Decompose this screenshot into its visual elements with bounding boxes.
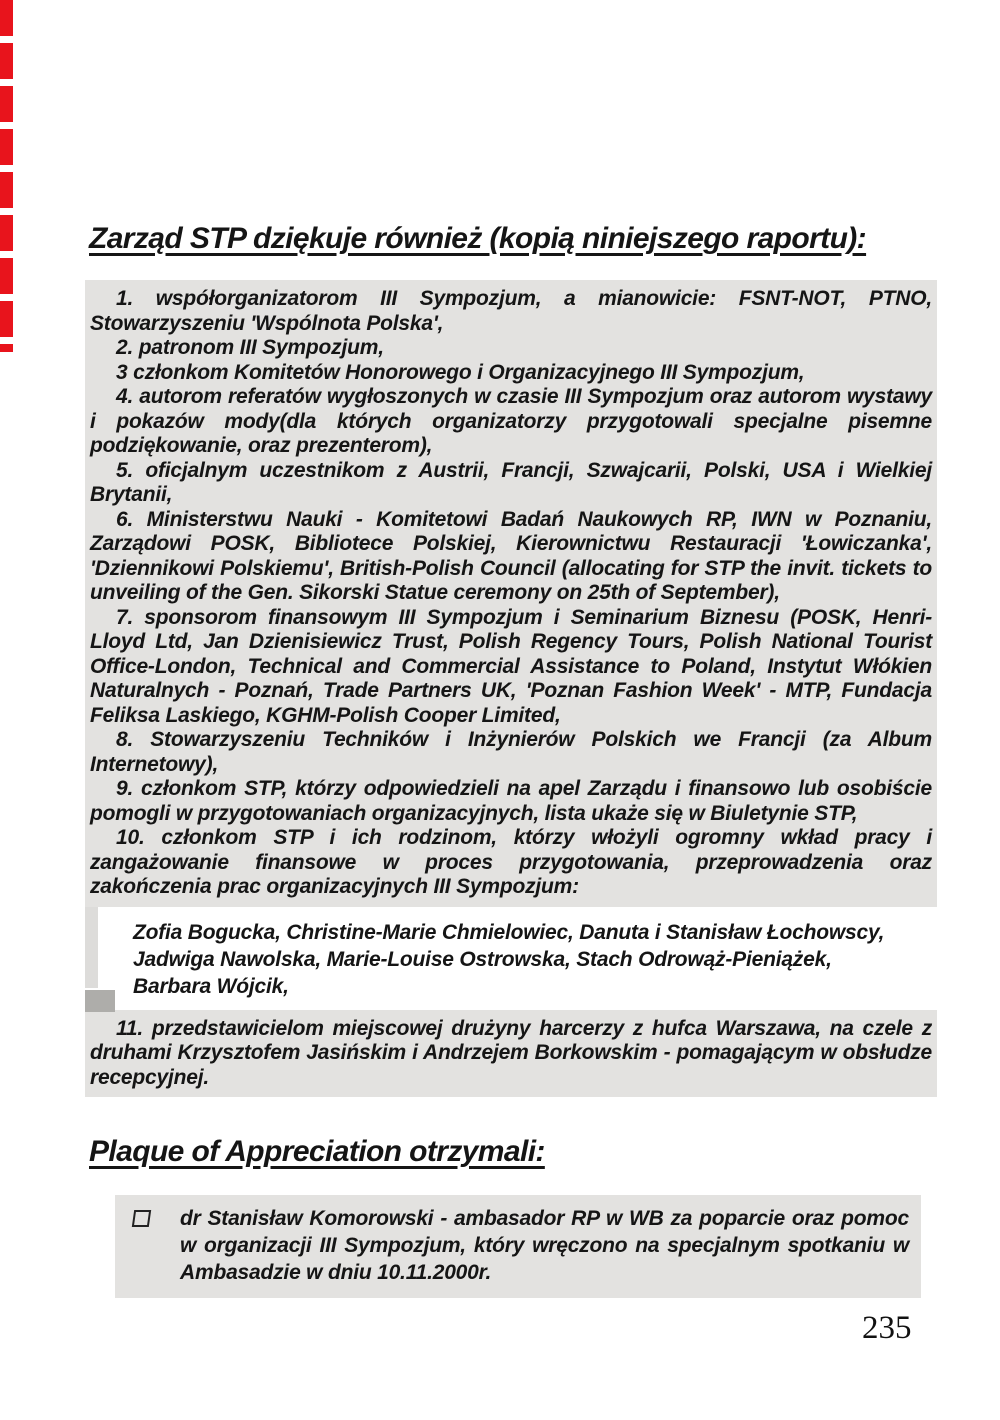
acknowledgement-list-block bbox=[85, 280, 937, 907]
ack-item-8: 8. Stowarzyszeniu Techników i Inżynierów Polskich we Francji (za Album Internetowy), bbox=[90, 728, 932, 776]
names-line-2: Jadwiga Nawolska, Marie-Louise Ostrowska, Stach Odrowąż-Pieniążek, bbox=[133, 947, 832, 971]
ack-item-9: 9. członkom STP, którzy odpowiedzieli na apel Zarządu i finansowo lub osobiście pomogli w przygotowaniach organizacyjnych, lista ukaże się w Biuletynie STP, bbox=[90, 777, 932, 825]
plaque-recipient-text: dr Stanisław Komorowski - ambasador RP w WB za poparcie oraz pomoc w organizacji III Sympozjum, który wręczono na specjalnym spotkaniu w Ambasadzie w dniu 10.11.2000r. bbox=[180, 1207, 909, 1284]
heading-zarzad-stp: Zarząd STP dziękuje również (kopią niniejszego raportu): bbox=[89, 222, 867, 255]
names-line-3: Barbara Wójcik, bbox=[133, 974, 289, 998]
ack-item-10: 10. członkom STP i ich rodzinom, którzy włożyli ogromny wkład pracy i zangażowanie finansowe w proces przygotowania, przeprowadzenia oraz zakończenia prac organizacyjnych III Sympozjum: bbox=[90, 826, 932, 898]
ack-item-7: 7. sponsorom finansowym III Sympozjum i Seminarium Biznesu (POSK, Henri-Lloyd Ltd, Jan Dzienisiewicz Trust, Polish Regency Tours, Polish National Tourist Office-London, Technical and Commercial Assistance to Poland, Instytut Włókien Naturalnych - Poznań, Trade Partners UK, 'Poznan Fashion Week' - MTP, Fundacja Feliksa Laskiego, KGHM-Polish Cooper Limited, bbox=[90, 605, 932, 727]
page-content bbox=[85, 222, 937, 1298]
plaque-recipient-block bbox=[115, 1195, 921, 1298]
ack-item-6: 6. Ministerstwu Nauki - Komitetowi Badań Naukowych RP, IWN w Poznaniu, Zarządowi POSK, Bibliotece Polskiej, Kierownictwu Restauracji 'Łowiczanka', 'Dziennikowi Polskiemu', British-Polish Council (allocating for STP the invit. tickets to unveiling of the Gen. Sikorski Statue ceremony on 25th of September), bbox=[90, 507, 932, 604]
scan-artifact-dark-mark bbox=[85, 990, 115, 1012]
ack-item-11: 11. przedstawicielom miejscowej drużyny harcerzy z hufca Warszawa, na czele z druhami Krzysztofem Jasińskim i Andrzejem Borkowskim - pomagającym w obsłudze recepcyjnej. bbox=[90, 1016, 932, 1089]
square-bullet-icon bbox=[132, 1210, 151, 1227]
page-number: 235 bbox=[862, 1310, 912, 1346]
ack-item-1: 1. współorganizatorom III Sympozjum, a mianowicie: FSNT-NOT, PTNO, Stowarzyszeniu 'Wspólnota Polska', bbox=[90, 287, 932, 335]
heading-plaque-of-appreciation: Plaque of Appreciation otrzymali: bbox=[89, 1135, 545, 1168]
red-edge-mark bbox=[0, 0, 13, 352]
ack-item-5: 5. oficjalnym uczestnikom z Austrii, Francji, Szwajcarii, Polski, USA i Wielkiej Brytanii, bbox=[90, 458, 932, 506]
ack-item-4: 4. autorom referatów wygłoszonych w czasie III Sympozjum oraz autorom wystawy i pokazów mody(dla których organizatorzy przygotowali specjalne pisemne podziękowanie, oraz prezenterom), bbox=[90, 385, 932, 457]
acknowledgement-item-11-block bbox=[85, 1010, 937, 1098]
scan-artifact-gray-rail bbox=[85, 907, 98, 988]
ack-item-2: 2. patronom III Sympozjum, bbox=[116, 336, 384, 359]
ack-item-3: 3 członkom Komitetów Honorowego i Organizacyjnego III Sympozjum, bbox=[116, 360, 805, 384]
names-line-1: Zofia Bogucka, Christine-Marie Chmielowiec, Danuta i Stanisław Łochowscy, bbox=[133, 920, 885, 944]
organizers-names-block bbox=[85, 907, 937, 1010]
